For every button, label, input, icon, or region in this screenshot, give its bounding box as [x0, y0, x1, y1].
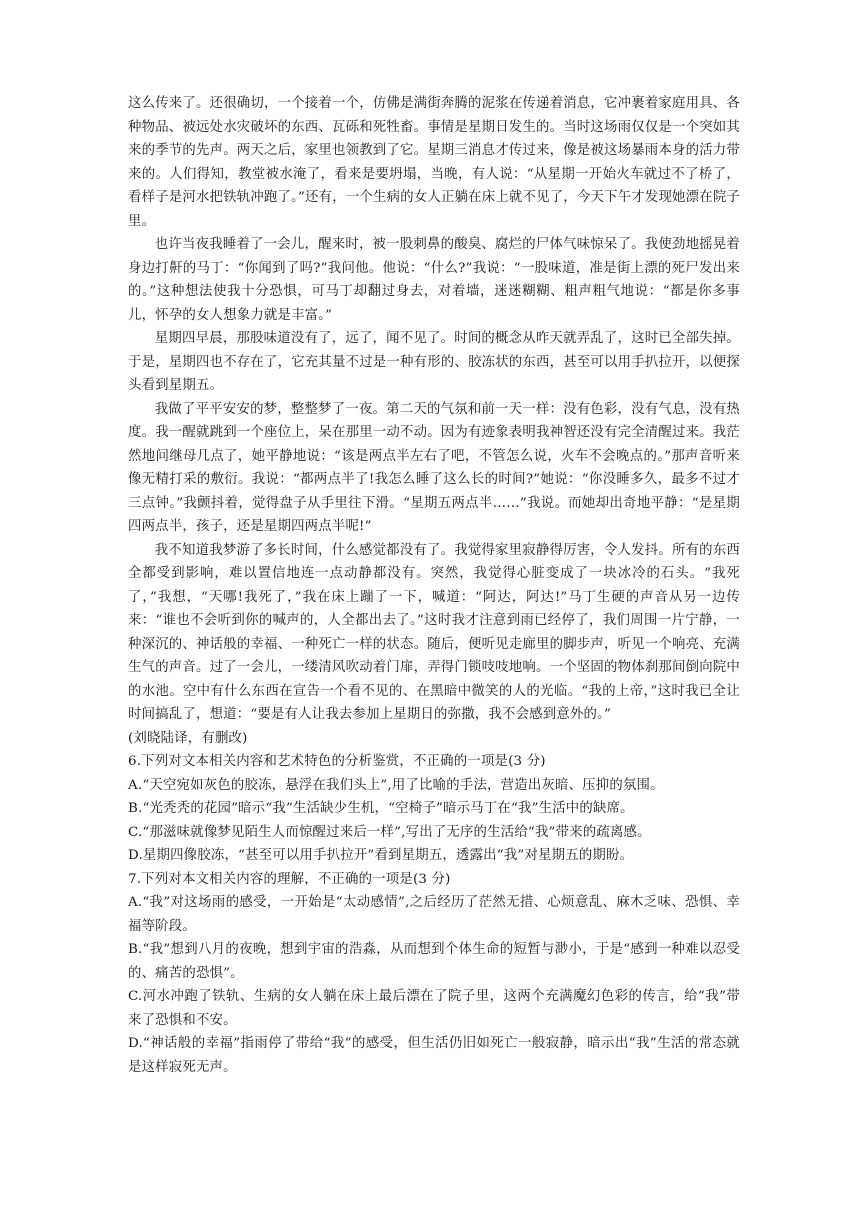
question-7-option-c: C.河水冲跑了铁轨、生病的女人躺在床上最后漂在了院子里，这两个充满魔幻色彩的传言，给“我”带来了恐惧和不安。 — [128, 989, 740, 1028]
passage-paragraph-2: 也许当夜我睡着了一会儿，醒来时，被一股刺鼻的酸臭、腐烂的尸体气味惊呆了。我使劲地摇晃着身边打鼾的马丁：“你闻到了吗?”我问他。他说：“什么?”我说：“一股味道，准是街上漂的死尸发出来的。”这种想法使我十分恐惧，可马丁却翻过身去，对着墙，迷迷糊糊、粗声粗气地说：“都是你多事儿，怀孕的女人想象力就是丰富。” — [128, 237, 740, 323]
question-7-option-d: D.“神话般的幸福”指雨停了带给“我”的感受，但生活仍旧如死亡一般寂静，暗示出“我”生活的常态就是这样寂死无声。 — [128, 1036, 740, 1075]
passage-paragraph-1: 这么传来了。还很确切，一个接着一个，仿佛是满街奔腾的泥浆在传递着消息，它冲裹着家庭用具、各种物品、被远处水灾破坏的东西、瓦砾和死牲畜。事情是星期日发生的。当时这场雨仅仅是一个突如其来的季节的先声。两天之后，家里也领教到了它。星期三消息才传过来，像是被这场暴雨本身的活力带来的。人们得知，教堂被水淹了，看来是要坍塌，当晚，有人说：“从星期一开始火车就过不了桥了，看样子是河水把铁轨冲跑了。”还有，一个生病的女人正躺在床上就不见了，今天下午才发现她漂在院子里。 — [128, 96, 740, 229]
question-6-stem: 6.下列对文本相关内容和艺术特色的分析鉴赏，不正确的一项是(3 分) — [128, 754, 546, 769]
question-7-option-a: A.“我”对这场雨的感受，一开始是“太动感情”,之后经历了茫然无措、心烦意乱、麻木乏味、恐惧、幸福等阶段。 — [128, 895, 740, 934]
question-7-option-b: B.“我”想到八月的夜晚，想到宇宙的浩淼，从而想到个体生命的短暂与渺小，于是“感到一种难以忍受的、痛苦的恐惧”。 — [128, 942, 740, 981]
question-6-option-b: B.“光秃秃的花园”暗示“我”生活缺少生机，“空椅子”暗示马丁在“我”生活中的缺席。 — [128, 801, 634, 816]
question-6-option-a: A.“天空宛如灰色的胶冻，悬浮在我们头上”,用了比喻的手法，营造出灰暗、压抑的氛围。 — [128, 777, 664, 793]
question-6-option-c: C.“那滋味就像梦见陌生人而惊醒过来后一样”,写出了无序的生活给“我”带来的疏离感。 — [128, 824, 651, 840]
passage-source: (刘晓陆译，有删改) — [128, 730, 248, 746]
question-6-option-d: D.星期四像胶冻，“甚至可以用手扒拉开”看到星期五，透露出“我”对星期五的期盼。 — [128, 848, 634, 863]
passage-paragraph-4: 我做了平平安安的梦，整整梦了一夜。第二天的气氛和前一天一样：没有色彩，没有气息，没有热度。我一醒就跳到一个座位上，呆在那里一动不动。因为有迹象表明我神智还没有完全清醒过来。我茫然地问继母几点了，她平静地说：“该是两点半左右了吧，不管怎么说，火车不会晚点的。”那声音听来像无精打采的敷衍。我说：“都两点半了!我怎么睡了这么长的时间?”她说：“你没睡多久，最多不过才三点钟。”我颤抖着，觉得盘子从手里往下滑。“星期五两点半……”我说。而她却出奇地平静：“是星期四两点半，孩子，还是星期四两点半呢!” — [128, 401, 740, 534]
passage-paragraph-5: 我不知道我梦游了多长时间，什么感觉都没有了。我觉得家里寂静得厉害，令人发抖。所有的东西全都受到影响，难以置信地连一点动静都没有。突然，我觉得心脏变成了一块冰冷的石头。“我死了，”我想，“天哪!我死了，”我在床上蹦了一下，喊道：“阿达，阿达!”马丁生硬的声音从另一边传来：“谁也不会听到你的喊声的，人全都出去了。”这时我才注意到雨已经停了，我们周围一片宁静，一种深沉的、神话般的幸福、一种死亡一样的状态。随后，便听见走廊里的脚步声，听见一个响亮、充满生气的声音。过了一会儿，一缕清风吹动着门扉，弄得门锁吱吱地响。一个坚固的物体刹那间倒向院中的水池。空中有什么东西在宣告一个看不见的、在黑暗中微笑的人的光临。“我的上帝，”这时我已全让时间搞乱了，想道：“要是有人让我去参加上星期日的弥撒，我不会感到意外的。” — [128, 542, 740, 722]
question-7-stem: 7.下列对本文相关内容的理解，不正确的一项是(3 分) — [128, 871, 451, 887]
passage-paragraph-3: 星期四早晨，那股味道没有了，远了，闻不见了。时间的概念从昨天就弄乱了，这时已全部失掉。于是，星期四也不存在了，它充其量不过是一种有形的、胶冻状的东西，甚至可以用手扒拉开，以便探头看到星期五。 — [128, 331, 740, 393]
document-page — [128, 92, 740, 1079]
